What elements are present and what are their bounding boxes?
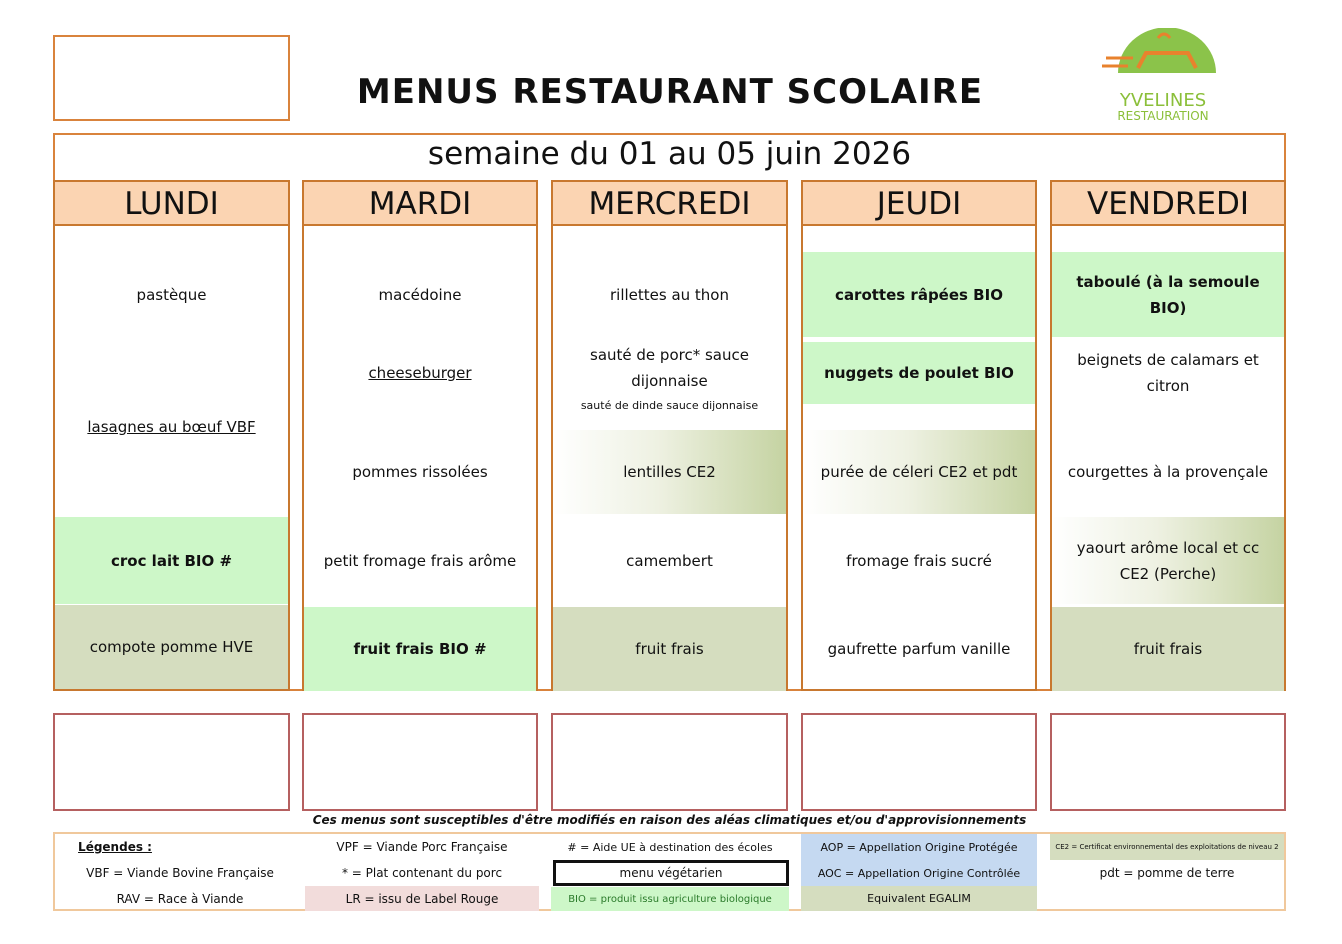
- logo-icon: [1098, 28, 1228, 88]
- legend-lr: LR = issu de Label Rouge: [305, 886, 539, 911]
- legend-egalim: Equivalent EGALIM: [801, 886, 1037, 911]
- legend-aop: AOP = Appellation Origine Protégée: [801, 834, 1037, 860]
- plat: cheeseburger: [368, 364, 472, 382]
- legend-ce2: CE2 = Certificat environnemental des exploitations de niveau 2: [1050, 834, 1284, 860]
- day-column-mercredi: [551, 180, 788, 691]
- legend-porc: * = Plat contenant du porc: [341, 866, 503, 880]
- day-name: JEUDI: [803, 182, 1035, 226]
- legend-pdt: pdt = pomme de terre: [1099, 866, 1235, 880]
- entree: pastèque: [136, 285, 207, 304]
- dessert: fruit frais BIO #: [304, 607, 536, 691]
- day-name: VENDREDI: [1052, 182, 1284, 226]
- dessert: compote pomme HVE: [55, 605, 288, 689]
- day-name: MARDI: [304, 182, 536, 226]
- entree: carottes râpées BIO: [803, 252, 1035, 337]
- laitage: camembert: [626, 551, 713, 570]
- empty-box-mercredi: [551, 713, 788, 811]
- empty-box-jeudi: [801, 713, 1037, 811]
- page-title: MENUS RESTAURANT SCOLAIRE: [356, 72, 984, 112]
- laitage: petit fromage frais arôme: [323, 551, 517, 570]
- logo-line2: RESTAURATION: [1117, 109, 1209, 123]
- plat: lasagnes au bœuf VBF: [87, 418, 256, 436]
- dessert: fruit frais: [1052, 607, 1284, 691]
- entree: taboulé (à la semoule BIO): [1052, 252, 1284, 337]
- legend-vpf: VPF = Viande Porc Française: [336, 840, 508, 854]
- empty-box-vendredi: [1050, 713, 1286, 811]
- dessert: gaufrette parfum vanille: [827, 640, 1011, 658]
- garniture: courgettes à la provençale: [1067, 463, 1269, 481]
- legend-title: Légendes :: [78, 840, 152, 854]
- garniture: pommes rissolées: [352, 463, 488, 481]
- day-column-mardi: [302, 180, 538, 691]
- legend: [53, 832, 1286, 911]
- logo-line1: YVELINES: [1119, 90, 1207, 111]
- plat: beignets de calamars et citron: [1077, 351, 1259, 395]
- entree: macédoine: [378, 285, 462, 304]
- logo: [1098, 28, 1228, 123]
- empty-box-mardi: [302, 713, 538, 811]
- plat-main: sauté de porc* sauce dijonnaise: [590, 346, 749, 390]
- entree: rillettes au thon: [609, 285, 729, 304]
- top-left-box: [53, 35, 290, 121]
- day-name: MERCREDI: [553, 182, 786, 226]
- laitage: croc lait BIO #: [55, 517, 288, 604]
- day-column-lundi: [53, 180, 290, 691]
- legend-vegetarien: menu végétarien: [553, 860, 789, 886]
- garniture: lentilles CE2: [553, 430, 786, 514]
- laitage: yaourt arôme local et cc CE2 (Perche): [1052, 517, 1284, 604]
- plat: nuggets de poulet BIO: [803, 342, 1035, 404]
- legend-rav: RAV = Race à Viande: [116, 891, 244, 906]
- dessert: fruit frais: [553, 607, 786, 691]
- legend-vbf: VBF = Viande Bovine Française: [86, 866, 274, 880]
- disclaimer-note: Ces menus sont susceptibles d'être modifiés en raison des aléas climatiques et/ou d'approvisionnements: [312, 813, 1027, 827]
- garniture: purée de céleri CE2 et pdt: [803, 430, 1035, 514]
- day-column-vendredi: [1050, 180, 1286, 691]
- empty-box-lundi: [53, 713, 290, 811]
- plat-alternative: sauté de dinde sauce dijonnaise: [580, 399, 759, 412]
- legend-aide: # = Aide UE à destination des écoles: [567, 840, 773, 854]
- week-title: semaine du 01 au 05 juin 2026: [427, 136, 912, 172]
- plat: [553, 342, 786, 412]
- laitage: fromage frais sucré: [846, 551, 992, 570]
- day-column-jeudi: [801, 180, 1037, 691]
- day-name: LUNDI: [55, 182, 288, 226]
- legend-bio: BIO = produit issu agriculture biologique: [551, 887, 789, 911]
- legend-aoc: AOC = Appellation Origine Contrôlée: [801, 860, 1037, 886]
